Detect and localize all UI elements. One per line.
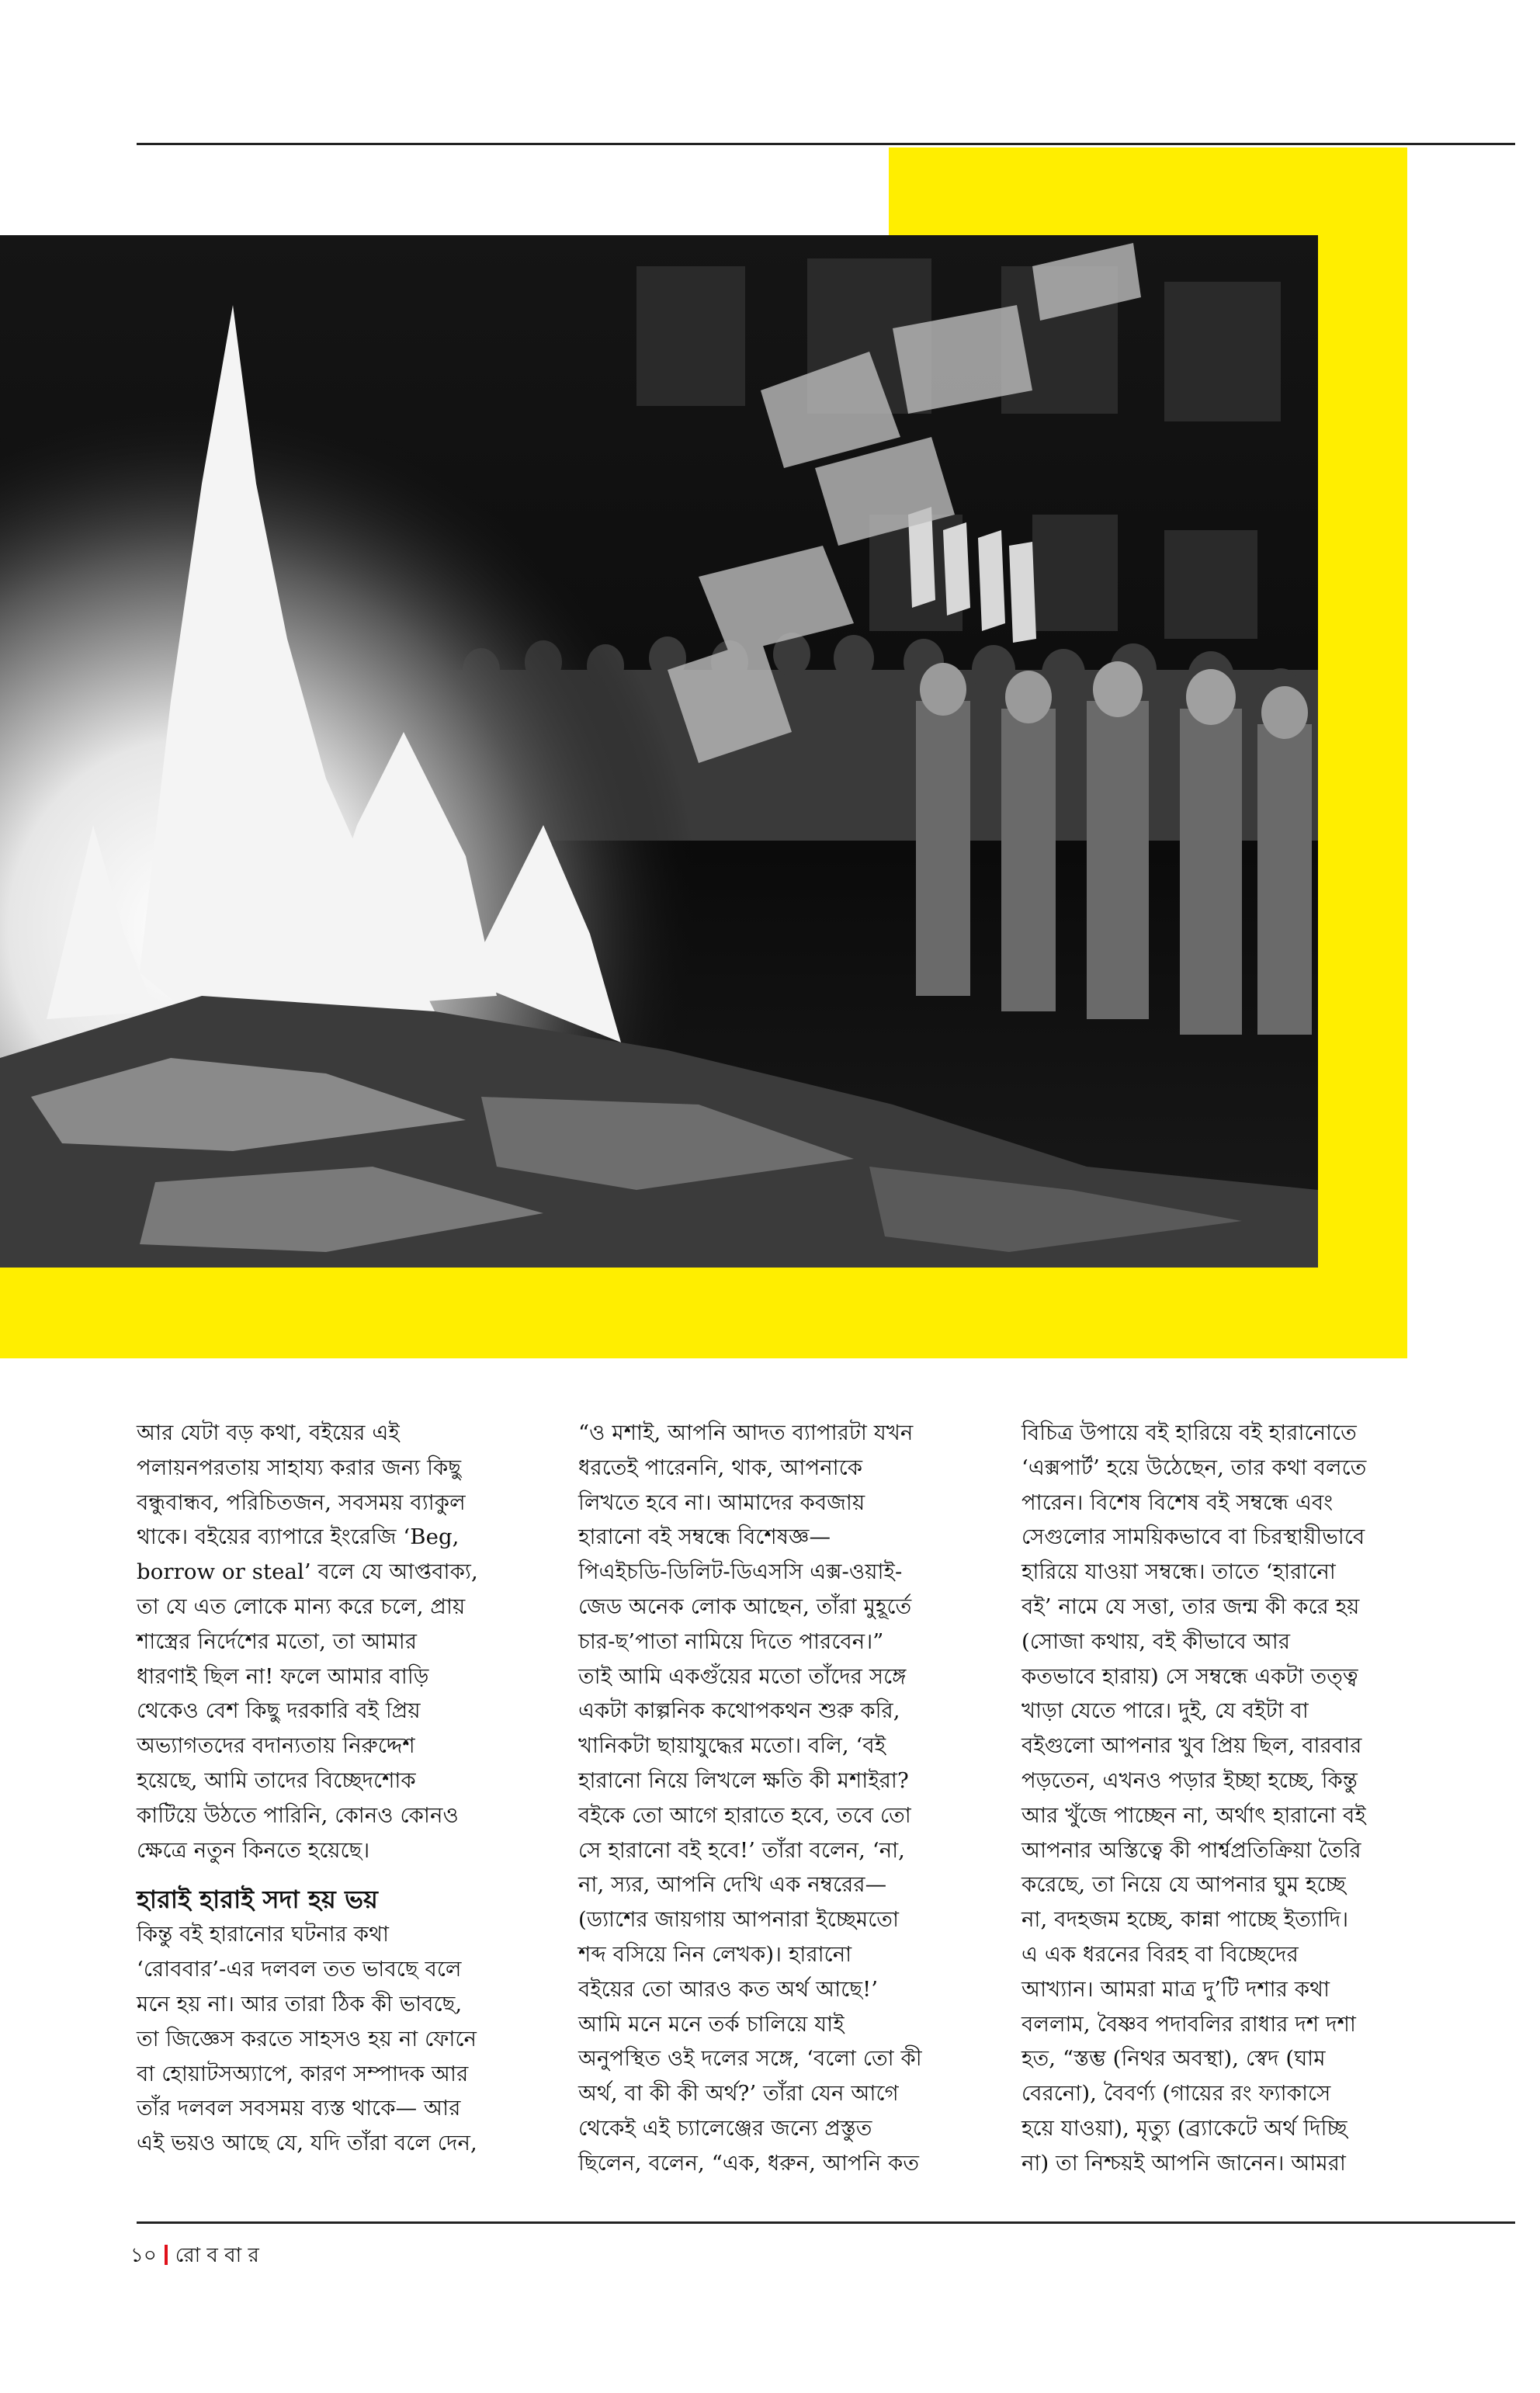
text-line: না, বদহজম হচ্ছে, কান্না পাচ্ছে ইত্যাদি। <box>1021 1907 1349 1933</box>
yellow-accent-bottom <box>0 1265 1407 1358</box>
text-line: কতভাবে হারায়) সে সম্বন্ধে একটা তত্ত্ব <box>1021 1663 1358 1689</box>
book-burning-photo <box>0 235 1318 1268</box>
text-line: অনুপস্থিত ওই দলের সঙ্গে, ‘বলো তো কী <box>578 2046 922 2072</box>
text-line: সে হারানো বই হবে!’ তাঁরা বলেন, ‘না, <box>578 1837 906 1863</box>
text-line: হারানো বই সম্বন্ধে বিশেষজ্ঞ— <box>578 1524 831 1550</box>
text-line: (সোজা কথায়, বই কীভাবে আর <box>1021 1628 1291 1654</box>
text-line: বইকে তো আগে হারাতে হবে, তবে তো <box>578 1802 911 1828</box>
text-line: ধারণাই ছিল না! ফলে আমার বাড়ি <box>137 1663 429 1689</box>
text-line: বইগুলো আপনার খুব প্রিয় ছিল, বারবার <box>1021 1733 1362 1759</box>
text-line: এই ভয়ও আছে যে, যদি তাঁরা বলে দেন, <box>137 2131 477 2156</box>
text-line: আর যেটা বড় কথা, বইয়ের এই <box>137 1420 400 1445</box>
text-line: থাকে। বইয়ের ব্যাপারে ইংরেজি ‘Beg, <box>137 1524 460 1550</box>
text-line: (ড্যাশের জায়গায় আপনারা ইচ্ছেমতো <box>578 1907 900 1933</box>
text-line: হারানো নিয়ে লিখলে ক্ষতি কী মশাইরা? <box>578 1767 909 1793</box>
text-line: হারিয়ে যাওয়া সম্বন্ধে। তাতে ‘হারানো <box>1021 1559 1336 1585</box>
article-column-3 <box>1021 1416 1441 2181</box>
text-line: ছিলেন, বলেন, “এক, ধরুন, আপনি কত <box>578 2150 920 2176</box>
yellow-accent-right <box>1316 233 1407 1358</box>
text-line: খাড়া যেতে পারে। দুই, যে বইটা বা <box>1021 1698 1309 1724</box>
text-line: মনে হয় না। আর তারা ঠিক কী ভাবছে, <box>137 1991 463 2017</box>
text-line: আপনার অস্তিত্বে কী পার্শ্বপ্রতিক্রিয়া তৈরি <box>1021 1837 1361 1863</box>
text-line: ধরতেই পারেননি, থাক, আপনাকে <box>578 1455 863 1480</box>
text-line: জেড অনেক লোক আছেন, তাঁরা মুহূর্তে <box>578 1594 912 1619</box>
text-line: বইয়ের তো আরও কত অর্থ আছে!’ <box>578 1976 879 2002</box>
text-line: তাই আমি একগুঁয়ের মতো তাঁদের সঙ্গে <box>578 1663 907 1689</box>
text-line: কিন্তু বই হারানোর ঘটনার কথা <box>137 1922 390 1947</box>
text-line: borrow or steal’ বলে যে আপ্তবাক্য, <box>137 1559 478 1585</box>
text-line: ‘রোববার’-এর দলবল তত ভাবছে বলে <box>137 1957 462 1982</box>
yellow-accent-top <box>889 147 1407 237</box>
text-line: হয়ে যাওয়া), মৃত্যু (ব্র্যাকেটে অর্থ দিচ্ছি <box>1021 2115 1348 2141</box>
photo-illustration <box>0 235 1318 1268</box>
text-line: বিচিত্র উপায়ে বই হারিয়ে বই হারানোতে <box>1021 1420 1357 1445</box>
text-line: বন্ধুবান্ধব, পরিচিতজন, সবসময় ব্যাকুল <box>137 1490 466 1515</box>
text-line: বেরনো), বৈবর্ণ্য (গায়ের রং ফ্যাকাসে <box>1021 2081 1331 2107</box>
page-footer <box>130 2242 259 2270</box>
text-line: শব্দ বসিয়ে নিন লেখক)। হারানো <box>578 1941 852 1967</box>
text-line: এ এক ধরনের বিরহ বা বিচ্ছেদের <box>1021 1941 1299 1967</box>
text-line: তা জিজ্ঞেস করতে সাহসও হয় না ফোনে <box>137 2026 477 2051</box>
text-line: আখ্যান। আমরা মাত্র দু’টি দশার কথা <box>1021 1976 1330 2002</box>
text-line: অর্থ, বা কী কী অর্থ?’ তাঁরা যেন আগে <box>578 2081 899 2107</box>
text-line: সেগুলোর সাময়িকভাবে বা চিরস্থায়ীভাবে <box>1021 1524 1365 1550</box>
subheading: হারাই হারাই সদা হয় ভয় <box>137 1885 378 1915</box>
text-line: তা যে এত লোকে মান্য করে চলে, প্রায় <box>137 1594 466 1619</box>
bottom-rule <box>137 2221 1515 2224</box>
text-line: আর খুঁজে পাচ্ছেন না, অর্থাৎ হারানো বই <box>1021 1802 1366 1828</box>
page-number: ১০ <box>130 2244 157 2267</box>
text-line: না, স্যর, আপনি দেখি এক নম্বরের— <box>578 1872 887 1898</box>
text-line: পারেন। বিশেষ বিশেষ বই সম্বন্ধে এবং <box>1021 1490 1334 1515</box>
article-column-2 <box>578 1416 966 2181</box>
text-line: একটা কাল্পনিক কথোপকথন শুরু করি, <box>578 1698 900 1724</box>
text-line: শাস্ত্রের নির্দেশের মতো, তা আমার <box>137 1628 418 1654</box>
text-line: পড়তেন, এখনও পড়ার ইচ্ছা হচ্ছে, কিন্তু <box>1021 1767 1358 1793</box>
article-column-1 <box>137 1416 525 2161</box>
text-line: থেকেই এই চ্যালেঞ্জের জন্যে প্রস্তুত <box>578 2115 872 2141</box>
text-line: থেকেও বেশ কিছু দরকারি বই প্রিয় <box>137 1698 421 1724</box>
text-line: তাঁর দলবল সবসময় ব্যস্ত থাকে— আর <box>137 2096 461 2121</box>
top-rule <box>137 143 1515 145</box>
text-line: খানিকটা ছায়াযুদ্ধের মতো। বলি, ‘বই <box>578 1733 886 1759</box>
text-line: হত, “স্তম্ভ (নিথর অবস্থা), স্বেদ (ঘাম <box>1021 2046 1326 2072</box>
text-line: লিখতে হবে না। আমাদের কবজায় <box>578 1490 865 1515</box>
text-line: ‘এক্সপার্ট’ হয়ে উঠেছেন, তার কথা বলতে <box>1021 1455 1367 1480</box>
text-line: পিএইচডি-ডিলিট-ডিএসসি এক্স-ওয়াই- <box>578 1559 903 1585</box>
text-line: পলায়নপরতায় সাহায্য করার জন্য কিছু <box>137 1455 462 1480</box>
text-line: করেছে, তা নিয়ে যে আপনার ঘুম হচ্ছে <box>1021 1872 1346 1898</box>
text-line: আমি মনে মনে তর্ক চালিয়ে যাই <box>578 2011 845 2037</box>
magazine-name: রো ব বা র <box>175 2244 259 2267</box>
text-line: বা হোয়াটসঅ্যাপে, কারণ সম্পাদক আর <box>137 2061 469 2086</box>
text-line: চার-ছ’পাতা নামিয়ে দিতে পারবেন।” <box>578 1628 884 1654</box>
text-line: ক্ষেত্রে নতুন কিনতে হয়েছে। <box>137 1837 370 1863</box>
text-line: অভ্যাগতদের বদান্যতায় নিরুদ্দেশ <box>137 1733 415 1759</box>
text-line: না) তা নিশ্চয়ই আপনি জানেন। আমরা <box>1021 2150 1346 2176</box>
text-line: বই’ নামে যে সত্তা, তার জন্ম কী করে হয় <box>1021 1594 1360 1619</box>
text-line: “ও মশাই, আপনি আদত ব্যাপারটা যখন <box>578 1420 914 1445</box>
text-line: হয়েছে, আমি তাদের বিচ্ছেদশোক <box>137 1767 416 1793</box>
text-line: কাটিয়ে উঠতে পারিনি, কোনও কোনও <box>137 1802 459 1828</box>
folio-separator <box>165 2245 168 2265</box>
text-line: বললাম, বৈষ্ণব পদাবলির রাধার দশ দশা <box>1021 2011 1357 2037</box>
